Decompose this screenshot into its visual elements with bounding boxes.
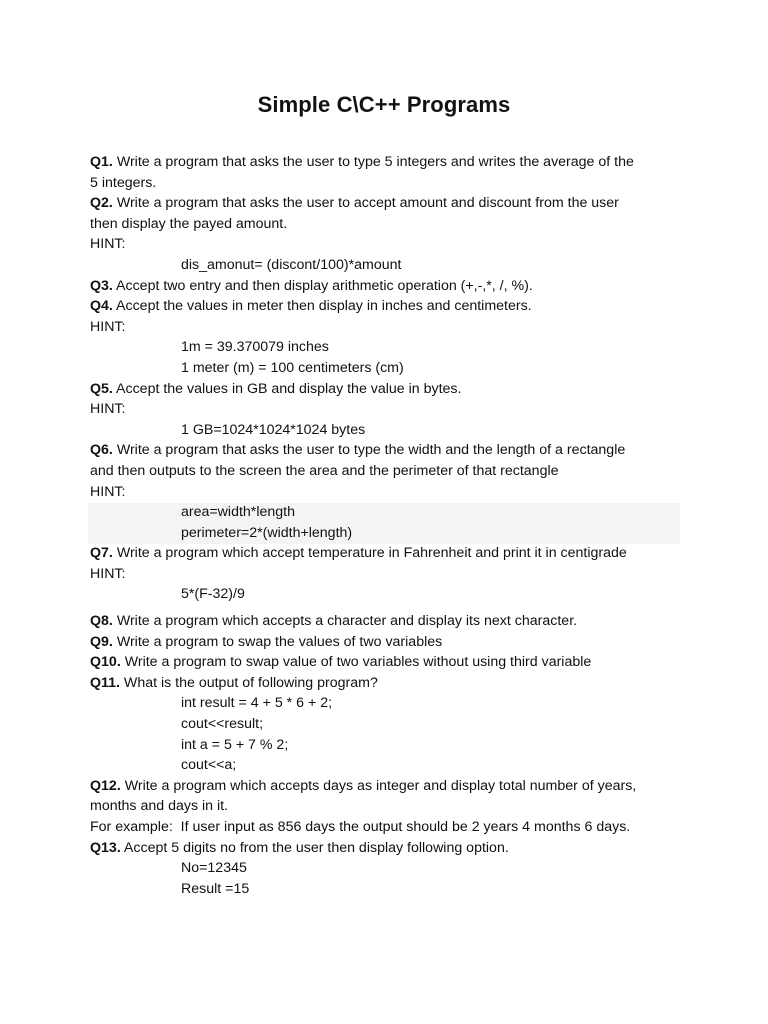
question-8 — [90, 611, 690, 632]
code-line: cout<<result; — [181, 716, 264, 733]
example-text: For example: If user input as 856 days the output should be 2 years 4 months 6 days. — [90, 819, 631, 835]
question-list — [90, 152, 690, 899]
question-text: Accept the values in GB and display the value in bytes. — [112, 380, 462, 397]
question-4 — [90, 296, 690, 317]
hint-label: HINT: — [90, 401, 126, 418]
code-line: int result = 4 + 5 * 6 + 2; — [181, 695, 333, 712]
question-label: Q6. — [90, 442, 113, 459]
hint-formula: 5*(F-32)/9 — [181, 586, 245, 603]
question-text: Write a program to swap the values of two variables — [112, 633, 443, 650]
question-label: Q4. — [90, 298, 113, 315]
question-label: Q10. — [90, 654, 121, 671]
hint-formula: dis_amonut= (discont/100)*amount — [181, 256, 402, 273]
hint-formula: area=width*length — [181, 504, 295, 521]
hint-label: HINT: — [90, 236, 126, 253]
question-text-cont: months and days in it. — [90, 798, 229, 815]
question-label: Q2. — [90, 195, 113, 212]
hint-label: HINT: — [90, 483, 126, 500]
hint-formula: 1m = 39.370079 inches — [181, 339, 329, 356]
question-text-cont: 5 integers. — [90, 174, 157, 191]
hint-formula: 1 meter (m) = 100 centimeters (cm) — [181, 359, 404, 376]
question-5 — [90, 379, 690, 400]
question-text-cont: then display the payed amount. — [90, 215, 288, 232]
question-text: Write a program which accepts a character and display its next character. — [112, 613, 578, 630]
question-7 — [90, 543, 690, 564]
question-text: Accept the values in meter then display in inches and centimeters. — [112, 298, 532, 315]
hint-formula: perimeter=2*(width+length) — [181, 524, 353, 541]
question-1 — [90, 152, 690, 173]
question-text: What is the output of following program? — [119, 674, 378, 691]
question-text: Accept 5 digits no from the user then display following option. — [120, 839, 509, 856]
question-text: Write a program which accept temperature in Fahrenheit and print it in centigrade — [112, 545, 627, 562]
code-line: int a = 5 + 7 % 2; — [181, 736, 289, 753]
question-label: Q13. — [90, 839, 121, 856]
example-line: No=12345 — [181, 860, 247, 877]
code-line: cout<<a; — [181, 757, 237, 774]
question-3 — [90, 276, 690, 297]
question-text-cont: and then outputs to the screen the area and the perimeter of that rectangle — [90, 462, 559, 479]
question-text: Write a program which accepts days as integer and display total number of years, — [120, 777, 637, 794]
question-label: Q11. — [90, 674, 120, 691]
question-label: Q8. — [90, 613, 113, 630]
question-label: Q9. — [90, 633, 113, 650]
question-text: Write a program to swap value of two variables without using third variable — [120, 654, 592, 671]
question-6 — [90, 440, 690, 461]
question-12 — [90, 776, 690, 797]
document-title: Simple C\C++ Programs — [257, 92, 511, 117]
question-label: Q3. — [90, 277, 113, 294]
question-9 — [90, 632, 690, 653]
question-2 — [90, 193, 690, 214]
question-text: Write a program that asks the user to type the width and the length of a rectangle — [112, 442, 626, 459]
question-label: Q12. — [90, 777, 121, 794]
question-text: Write a program that asks the user to accept amount and discount from the user — [112, 195, 619, 212]
question-11 — [90, 673, 690, 694]
question-10 — [90, 652, 690, 673]
question-13 — [90, 838, 690, 859]
question-label: Q7. — [90, 545, 113, 562]
example-line: Result =15 — [181, 880, 250, 897]
hint-label: HINT: — [90, 565, 126, 582]
question-label: Q5. — [90, 380, 113, 397]
question-text: Accept two entry and then display arithmetic operation (+,-,*, /, %). — [112, 277, 533, 294]
hint-formula: 1 GB=1024*1024*1024 bytes — [181, 421, 366, 438]
hint-label: HINT: — [90, 318, 126, 335]
question-text: Write a program that asks the user to type 5 integers and writes the average of the — [112, 154, 634, 170]
question-label: Q1. — [90, 154, 113, 170]
